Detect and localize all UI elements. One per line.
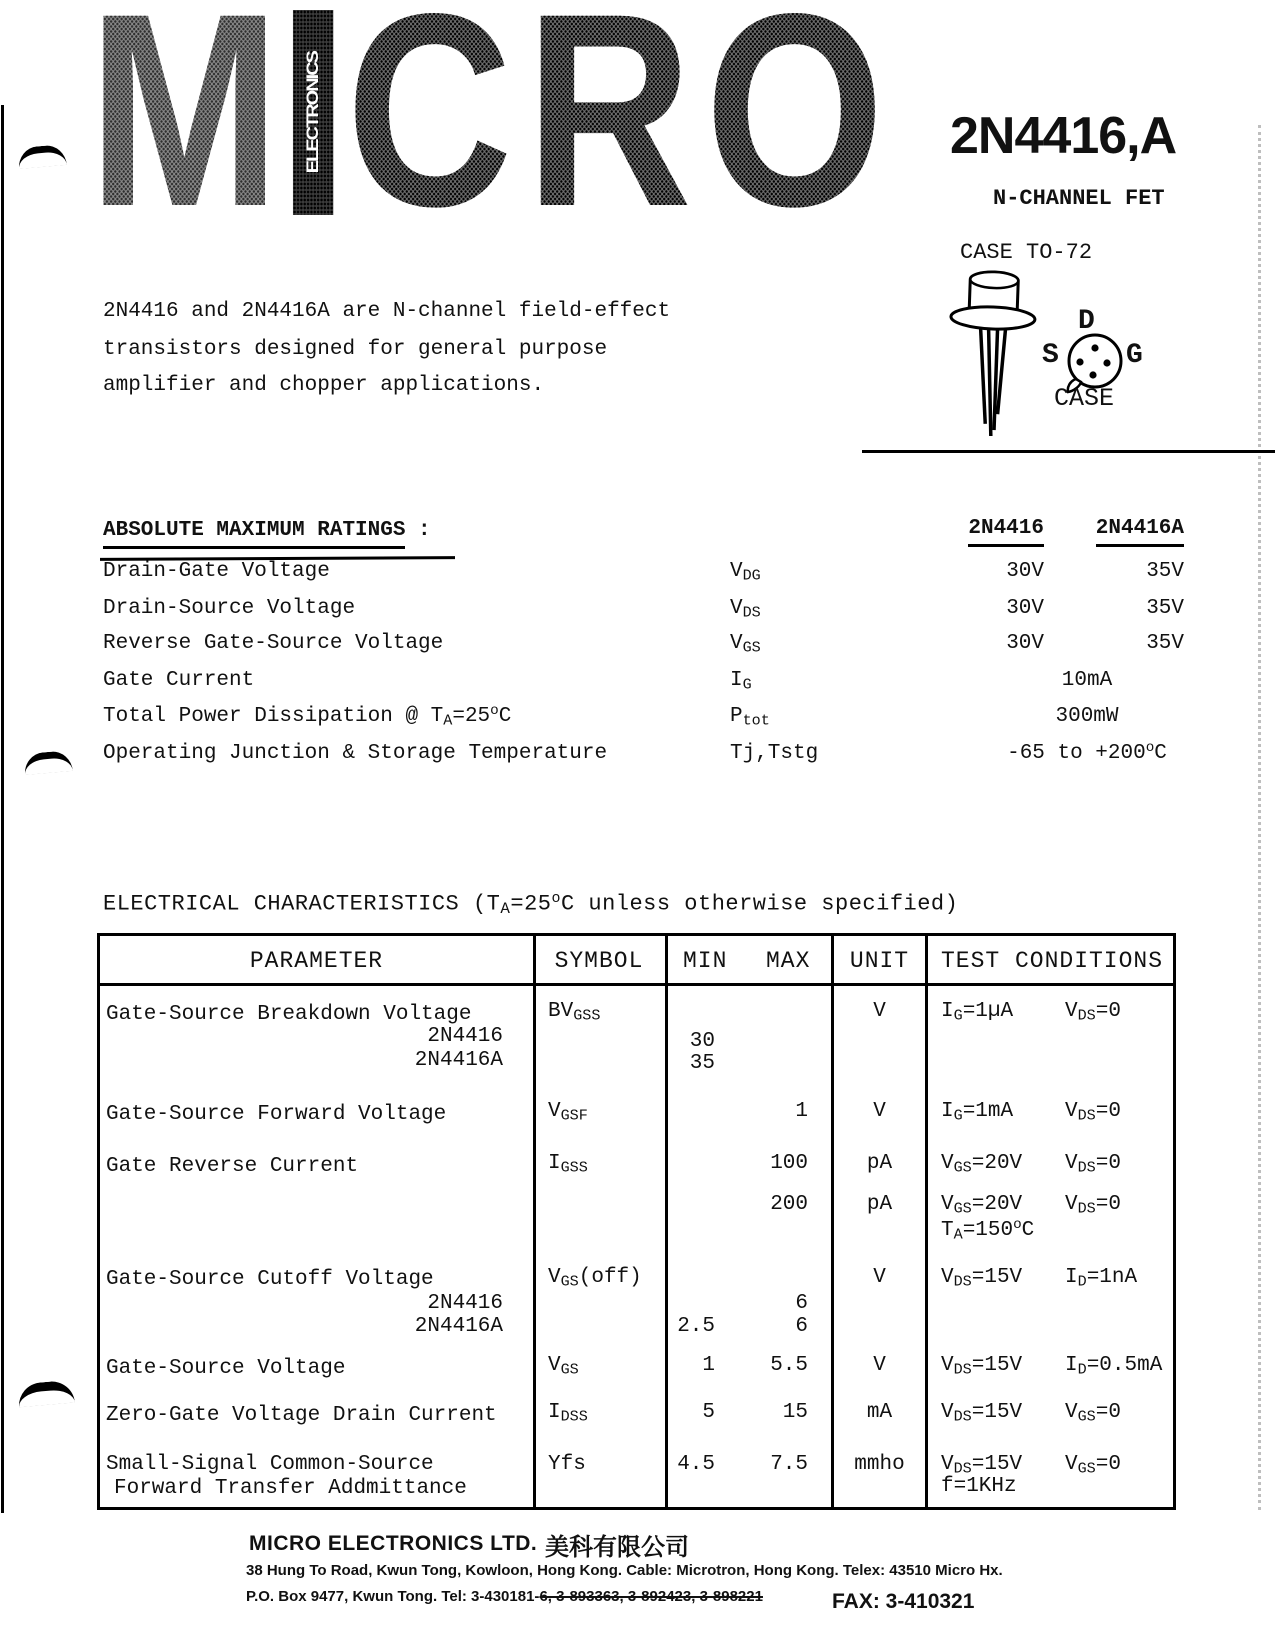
rating-value-2n4416a: 35V xyxy=(1146,597,1184,620)
test-condition-cell: $I_G=1\mu A$ xyxy=(941,1000,1014,1025)
min-cell: 5 xyxy=(702,1401,715,1424)
symbol-cell: $V_{GS}$ xyxy=(548,1354,579,1379)
column-header-unit: UNIT xyxy=(849,948,910,974)
symbol-cell: $I_{DSS}$ xyxy=(548,1401,588,1426)
param-cell: Gate-Source Breakdown Voltage xyxy=(106,1003,472,1026)
max-cell: 6 xyxy=(795,1315,808,1338)
test-condition-cell: $I_G=1mA$ xyxy=(941,1100,1014,1125)
footer-address-line2 xyxy=(246,1588,763,1605)
test-condition-cell: $V_{DS}=15V$ xyxy=(941,1354,1023,1379)
test-condition-cell: $V_{DS}=15V$ xyxy=(941,1401,1023,1426)
min-cell: 1 xyxy=(702,1354,715,1377)
logo-letter-r: R xyxy=(525,0,693,264)
param-model-line: 2N4416A xyxy=(414,1049,503,1072)
pin-label-gate: G xyxy=(1126,340,1143,371)
logo-letter-m: M xyxy=(88,0,281,264)
param-cell: Gate-Source Cutoff Voltage xyxy=(106,1268,434,1291)
electrical-table xyxy=(97,933,1176,1510)
rating-label: Drain-Gate Voltage xyxy=(103,560,330,583)
margin-mark-icon xyxy=(23,750,73,775)
test-condition-cell: $V_{DS}=15V$ xyxy=(941,1266,1023,1291)
column-header-min: MIN xyxy=(683,948,728,974)
footer-company-name-cjk: 美科有限公司 xyxy=(545,1534,689,1561)
test-condition-cell: $V_{DS}=15V$ xyxy=(941,1453,1023,1478)
test-condition-cell: $V_{DS}=0$ xyxy=(1065,1152,1121,1177)
footer-fax: FAX: 3-410321 xyxy=(832,1590,975,1613)
rating-label: Reverse Gate-Source Voltage xyxy=(103,632,444,655)
min-cell: 4.5 xyxy=(677,1453,715,1476)
symbol-cell: $V_{GS}(off)$ xyxy=(548,1266,642,1291)
max-cell: 200 xyxy=(770,1193,808,1216)
pin-label-source: S xyxy=(1042,340,1059,371)
margin-mark-icon xyxy=(17,144,67,169)
param-cell: Gate Reverse Current xyxy=(106,1155,359,1178)
symbol-cell: $I_{GSS}$ xyxy=(548,1152,588,1177)
symbol-cell: $BV_{GSS}$ xyxy=(548,1000,601,1025)
logo-letter-c: C xyxy=(345,0,513,264)
page-left-rule xyxy=(1,105,4,1513)
rating-symbol: $V_{DG}$ xyxy=(730,560,761,585)
rating-symbol: $I_G$ xyxy=(730,669,752,694)
margin-mark-icon xyxy=(17,1380,75,1408)
param-cell: Zero-Gate Voltage Drain Current xyxy=(106,1404,497,1427)
footer-address-struck-phones: 6, 3-893363, 3-892423, 3-898221 xyxy=(539,1588,763,1605)
header-divider-rule xyxy=(862,450,1275,453)
unit-cell: pA xyxy=(866,1152,893,1175)
device-type-subtitle: N-CHANNEL FET xyxy=(993,186,1165,211)
unit-cell: pA xyxy=(866,1193,893,1216)
param-cell: Small-Signal Common-Source xyxy=(106,1453,434,1476)
ratings-col-header-text: 2N4416 xyxy=(968,517,1044,547)
rating-value-2n4416: 30V xyxy=(1006,632,1044,655)
unit-cell: V xyxy=(873,1000,886,1023)
rating-value-2n4416a: 35V xyxy=(1146,560,1184,583)
test-condition-cell: $I_D=1nA$ xyxy=(1065,1266,1138,1291)
min-cell: 2.5 xyxy=(677,1315,715,1338)
param-model-line: 2N4416 xyxy=(427,1292,503,1315)
description-line: amplifier and chopper applications. xyxy=(103,374,545,397)
ratings-title-text: ABSOLUTE MAXIMUM RATINGS xyxy=(103,519,405,549)
rating-symbol: Tj,Tstg xyxy=(730,742,819,765)
rating-value-merged: 10mA xyxy=(1061,669,1113,692)
micro-logo xyxy=(88,0,885,264)
column-header-parameter: PARAMETER xyxy=(249,948,384,974)
test-condition-cell: $V_{GS}=0$ xyxy=(1065,1453,1121,1478)
electrical-title: ELECTRICAL CHARACTERISTICS ($T_A=25^oC$ unless otherwise specified) xyxy=(103,891,959,918)
max-cell: 15 xyxy=(782,1401,808,1424)
case-type-label: CASE TO-72 xyxy=(960,240,1093,265)
param-cell: Gate-Source Forward Voltage xyxy=(106,1103,447,1126)
column-header-max: MAX xyxy=(766,948,811,974)
ratings-col-header-2n4416a xyxy=(1040,517,1184,541)
param-cell: Gate-Source Voltage xyxy=(106,1357,346,1380)
rating-value-2n4416a: 35V xyxy=(1146,632,1184,655)
max-cell: 7.5 xyxy=(770,1453,808,1476)
table-column-divider xyxy=(925,936,928,1507)
rating-symbol: $V_{DS}$ xyxy=(730,597,761,622)
ratings-col-header-2n4416 xyxy=(900,517,1044,541)
unit-cell: V xyxy=(873,1100,886,1123)
test-condition-cell: $V_{GS}=20V$ xyxy=(941,1152,1023,1177)
rating-label: Drain-Source Voltage xyxy=(103,597,356,620)
pin-label-drain: D xyxy=(1078,306,1095,337)
test-condition-cell: $V_{GS}=0$ xyxy=(1065,1401,1121,1426)
column-header-test-conditions: TEST CONDITIONS xyxy=(940,948,1164,974)
symbol-cell: $V_{GSF}$ xyxy=(548,1100,588,1125)
test-condition-cell: $V_{DS}=0$ xyxy=(1065,1100,1121,1125)
footer-address-line2-prefix: P.O. Box 9477, Kwun Tong. Tel: 3-430181- xyxy=(246,1588,540,1605)
test-condition-cell: $V_{DS}=0$ xyxy=(1065,1000,1121,1025)
unit-cell: V xyxy=(873,1266,886,1289)
column-header-symbol: SYMBOL xyxy=(554,948,644,974)
logo-letter-i-electronics xyxy=(293,10,333,215)
test-condition-cell: f=1KHz xyxy=(941,1475,1017,1498)
part-number-title: 2N4416,A xyxy=(950,107,1177,165)
rating-value-merged: 300mW xyxy=(1055,705,1119,728)
unit-cell: mA xyxy=(866,1401,893,1424)
max-cell: 100 xyxy=(770,1152,808,1175)
rating-symbol: $V_{GS}$ xyxy=(730,632,761,657)
description-line: 2N4416 and 2N4416A are N-channel field-effect xyxy=(103,300,671,323)
table-column-divider xyxy=(533,936,536,1507)
ratings-title xyxy=(103,519,431,543)
symbol-cell: Yfs xyxy=(548,1453,586,1476)
package-drawing-icon xyxy=(948,266,1048,444)
page-right-dotted-rule xyxy=(1258,125,1261,1510)
unit-cell: mmho xyxy=(854,1453,905,1476)
rating-symbol: $P_{tot}$ xyxy=(730,705,770,730)
footer-address-line1: 38 Hung To Road, Kwun Tong, Kowloon, Hong Kong. Cable: Microtron, Hong Kong. Telex: 43510 Micro Hx. xyxy=(246,1562,1003,1579)
logo-letter-o: O xyxy=(704,0,885,264)
min-cell: 30 xyxy=(689,1030,715,1053)
rating-label: Total Power Dissipation @ $T_A=25^oC$ xyxy=(103,703,512,730)
max-cell: 5.5 xyxy=(770,1354,808,1377)
test-condition-cell: $V_{DS}=0$ xyxy=(1065,1193,1121,1218)
ratings-col-header-text: 2N4416A xyxy=(1096,517,1184,547)
param-model-line: 2N4416A xyxy=(414,1315,503,1338)
param-cell-line2: Forward Transfer Addmittance xyxy=(114,1477,467,1500)
unit-cell: V xyxy=(873,1354,886,1377)
table-header-divider xyxy=(100,983,1173,986)
test-condition-cell: $T_A=150^oC$ xyxy=(941,1217,1035,1244)
ratings-title-colon: : xyxy=(405,519,431,542)
rating-label: Gate Current xyxy=(103,669,255,692)
max-cell: 1 xyxy=(795,1100,808,1123)
test-condition-cell: $I_D=0.5mA$ xyxy=(1065,1354,1163,1379)
rating-value-2n4416: 30V xyxy=(1006,597,1044,620)
max-cell: 6 xyxy=(795,1292,808,1315)
min-cell: 35 xyxy=(689,1052,715,1075)
rating-value-2n4416: 30V xyxy=(1006,560,1044,583)
footer-company-name: MICRO ELECTRONICS LTD. xyxy=(249,1532,538,1555)
description-line: transistors designed for general purpose xyxy=(103,338,608,361)
rating-value-merged: -65 to $+200^oC$ xyxy=(1007,740,1167,766)
pin-label-case: CASE xyxy=(1054,384,1115,413)
logo-electronics-vertical-text: ELECTRONICS xyxy=(303,51,323,174)
test-condition-cell: $V_{GS}=20V$ xyxy=(941,1193,1023,1218)
rating-label: Operating Junction & Storage Temperature xyxy=(103,742,608,765)
param-model-line: 2N4416 xyxy=(427,1025,503,1048)
